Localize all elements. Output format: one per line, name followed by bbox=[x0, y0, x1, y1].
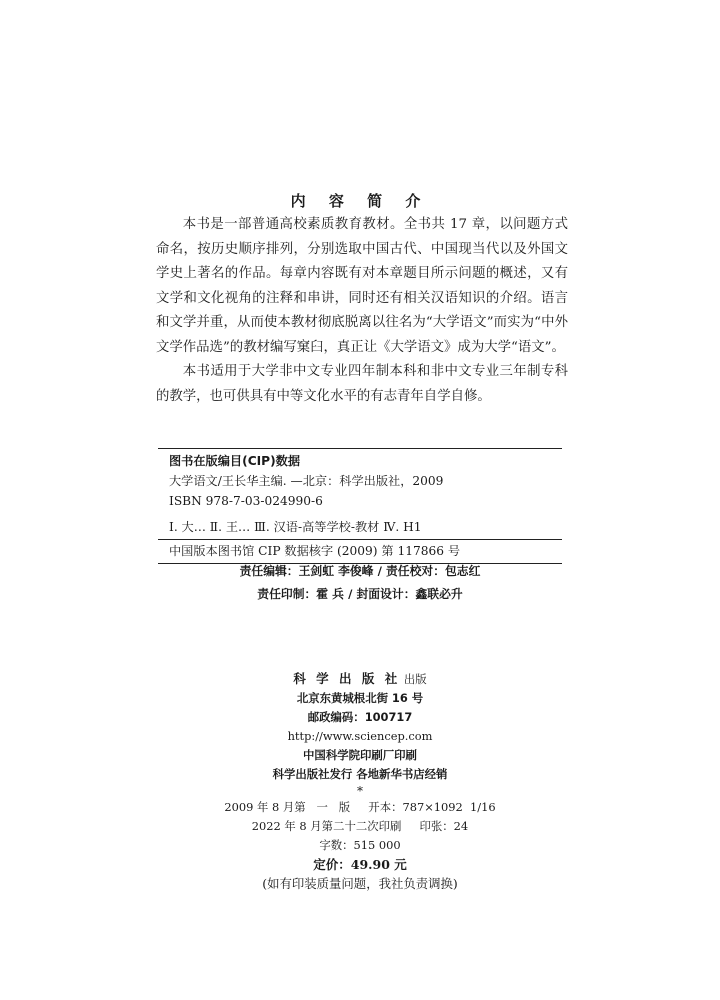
credits-production: 责任印制：霍 兵 / 封面设计：鑫联必升 bbox=[257, 587, 463, 601]
cip-record-number: 中国版本图书馆 CIP 数据核字 (2009) 第 117866 号 bbox=[158, 539, 562, 563]
distribution: 科学出版社发行 各地新华书店经销 bbox=[272, 767, 448, 781]
summary-body bbox=[156, 213, 568, 409]
credits-block bbox=[0, 560, 720, 606]
word-count: 字数：515 000 bbox=[319, 838, 401, 852]
price: 定价：49.90 元 bbox=[313, 857, 407, 872]
printer: 中国科学院印刷厂印刷 bbox=[303, 748, 417, 762]
publisher-suffix: 出版 bbox=[403, 672, 427, 686]
cip-title-line: 大学语文/王长华主编. —北京：科学出版社，2009 bbox=[169, 474, 444, 488]
cip-isbn: ISBN 978-7-03-024990-6 bbox=[169, 494, 323, 508]
cip-classification: Ⅰ. 大… Ⅱ. 王… Ⅲ. 汉语-高等学校-教材 Ⅳ. H1 bbox=[169, 520, 422, 534]
publisher-postcode: 邮政编码：100717 bbox=[307, 710, 413, 724]
summary-paragraph-1: 本书是一部普通高校素质教育教材。全书共 17 章，以问题方式命名，按历史顺序排列，分别选取中国古代、中国现当代以及外国文学史上著名的作品。每章内容既有对本章题目所示问题的概述，又有文学和文化视角的注释和串讲，同时还有相关汉语知识的介绍。语言和文学并重，从而使本教材彻底脱离以往名为“大学语文”而实为“中外文学作品选”的教材编写窠臼，真正让《大学语文》成为大学“语文”。 bbox=[156, 217, 568, 355]
publisher-block bbox=[0, 669, 720, 893]
printing-info: 2022 年 8 月第二十二次印刷 印张：24 bbox=[251, 819, 469, 833]
cip-data-block bbox=[158, 448, 562, 564]
quality-note: (如有印装质量问题，我社负责调换) bbox=[262, 876, 458, 891]
edition-info: 2009 年 8 月第 一 版 开本：787×1092 1/16 bbox=[224, 800, 496, 814]
publisher-address: 北京东黄城根北街 16 号 bbox=[296, 691, 424, 705]
cip-heading: 图书在版编目(CIP)数据 bbox=[169, 454, 301, 468]
publisher-line bbox=[0, 669, 720, 689]
credits-editors: 责任编辑：王剑虹 李俊峰 / 责任校对：包志红 bbox=[239, 564, 481, 578]
publisher-url: http://www.sciencep.com bbox=[287, 729, 433, 743]
separator-star: * bbox=[357, 784, 363, 798]
publisher-name: 科 学 出 版 社 bbox=[293, 671, 401, 686]
summary-paragraph-2: 本书适用于大学非中文专业四年制本科和非中文专业三年制专科的教学，也可供具有中等文化水平的有志青年自学自修。 bbox=[156, 364, 568, 404]
summary-title: 内 容 简 介 bbox=[290, 192, 430, 210]
